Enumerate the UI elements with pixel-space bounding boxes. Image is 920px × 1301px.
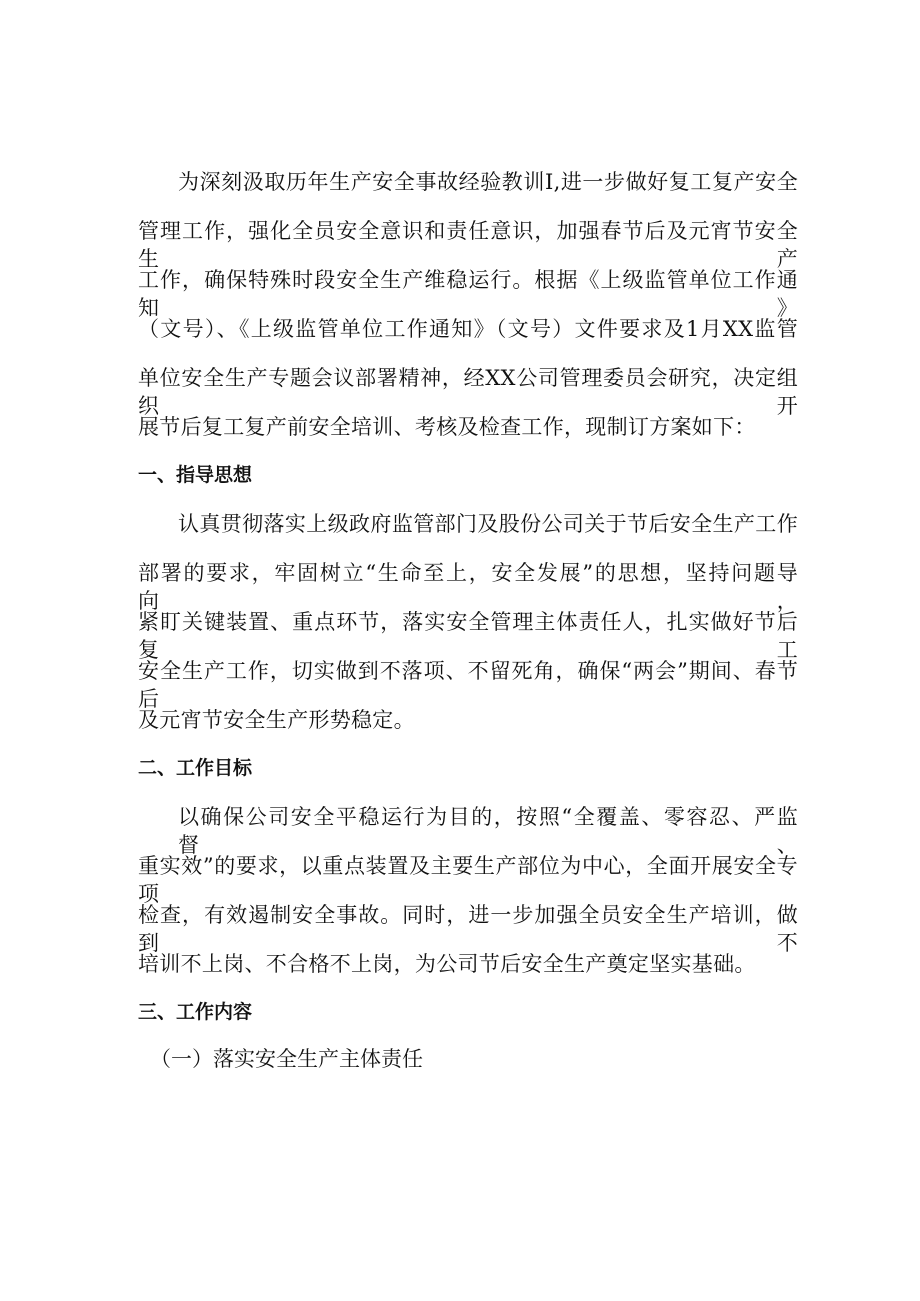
section1-line-2: 部署的要求，牢固树立“生命至上，安全发展”的思想，坚持问题导向， xyxy=(138,561,798,613)
section1-line-4: 安全生产工作，切实做到不落项、不留死角，确保“两会”期间、春节后 xyxy=(138,659,798,711)
section2-line-3: 检查，有效遏制安全事故。同时，进一步加强全员安全生产培训，做到不 xyxy=(138,903,798,955)
intro-line-5: 单位安全生产专题会议部署精神，经XX公司管理委员会研究，决定组织开 xyxy=(138,366,798,418)
section-heading-guiding-ideology: 一、指导思想 xyxy=(138,464,253,486)
section2-line-1: 以确保公司安全平稳运行为目的，按照“全覆盖、零容忍、严监督、 xyxy=(178,805,798,857)
section2-line-4: 培训不上岗、不合格不上岗，为公司节后安全生产奠定坚实基础。 xyxy=(138,952,756,976)
intro-line-2: 管理工作，强化全员安全意识和责任意识，加强春节后及元宵节安全生产 xyxy=(138,219,798,271)
section2-line-2: 重实效”的要求，以重点装置及主要生产部位为中心，全面开展安全专项 xyxy=(138,854,798,906)
intro-line-6: 展节后复工复产前安全培训、考核及检查工作，现制订方案如下： xyxy=(138,415,756,439)
subsection-heading-safety-responsibility: （一）落实安全生产主体责任 xyxy=(150,1047,423,1071)
section1-line-5: 及元宵节安全生产形势稳定。 xyxy=(138,708,415,732)
section1-line-3: 紧盯关键装置、重点环节，落实安全管理主体责任人，扎实做好节后复工 xyxy=(138,610,798,662)
section-heading-work-content: 三、工作内容 xyxy=(138,1001,253,1023)
intro-line-4: （文号）、《上级监管单位工作通知》（文号）文件要求及1月XX监管 xyxy=(138,317,798,341)
intro-line-3: 工作，确保特殊时段安全生产维稳运行。根据《上级监管单位工作通知》 xyxy=(138,268,798,320)
section-heading-work-goals: 二、工作目标 xyxy=(138,757,253,779)
section1-line-1: 认真贯彻落实上级政府监管部门及股份公司关于节后安全生产工作 xyxy=(178,512,798,536)
intro-line-1: 为深刻汲取历年生产安全事故经验教训I,进一步做好复工复产安全 xyxy=(178,170,798,194)
